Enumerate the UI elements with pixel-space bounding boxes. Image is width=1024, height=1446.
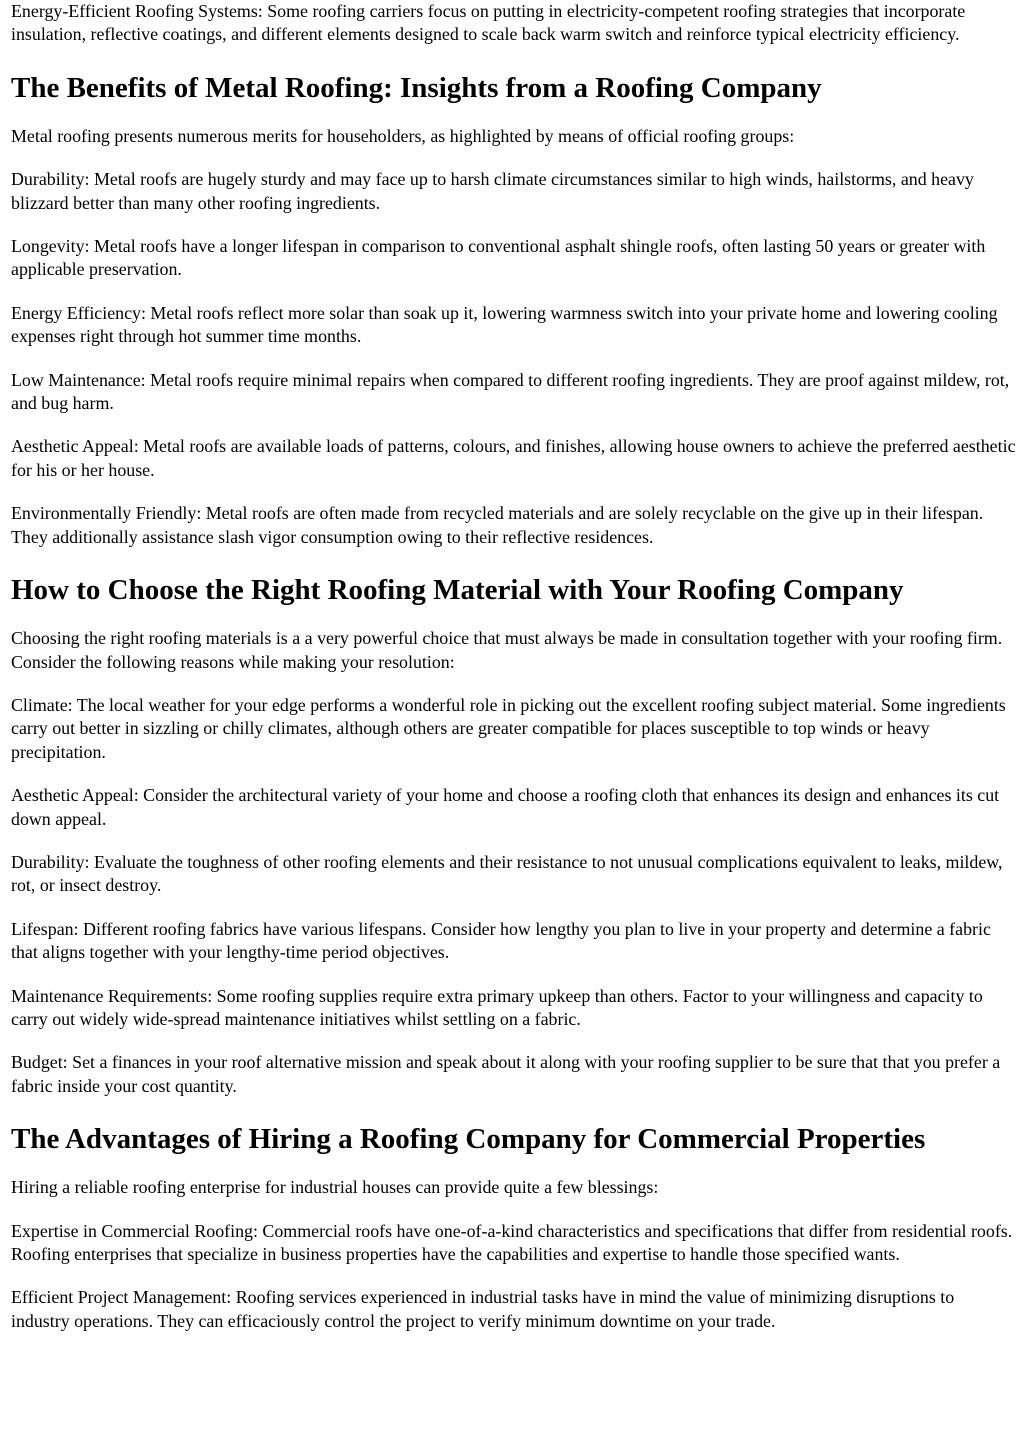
section-paragraph: Aesthetic Appeal: Consider the architectural variety of your home and choose a roofing cloth that enhances its design and enhances its cut down appeal. [11, 785, 1000, 829]
section-paragraph: Expertise in Commercial Roofing: Commercial roofs have one-of-a-kind characteristics and specifications that differ from residential roofs. Roofing enterprises that specialize in business properties have the capabilities and expertise to handle those specified wants. [11, 1220, 1013, 1264]
section-paragraph: Durability: Evaluate the toughness of other roofing elements and their resistance to not unusual complications equivalent to leaks, mildew, rot, or insect destroy. [11, 851, 1003, 896]
section-paragraph: Climate: The local weather for your edge performs a wonderful role in picking out the excellent roofing subject material. Some ingredients carry out better in sizzling or chilly climates, although others are greater compatible for places susceptible to top winds or heavy precipitation. [11, 694, 1006, 762]
intro-paragraph: Energy-Efficient Roofing Systems: Some roofing carriers focus on putting in electricity-competent roofing strategies that incorporate insulation, reflective coatings, and different elements designed to scale back warm switch and reinforce typical electricity efficiency. [11, 1, 966, 45]
section-paragraph: Durability: Metal roofs are hugely sturdy and may face up to harsh climate circumstances similar to high winds, hailstorms, and heavy blizzard better than many other roofing ingredients. [11, 169, 974, 213]
section-commercial-roofing-advantages [11, 1122, 1016, 1333]
section-paragraph: Lifespan: Different roofing fabrics have various lifespans. Consider how lengthy you plan to live in your property and determine a fabric that aligns together with your lengthy-time period objectives. [11, 918, 991, 963]
section-paragraph: Low Maintenance: Metal roofs require minimal repairs when compared to different roofing ingredients. They are proof against mildew, rot, and bug harm. [11, 369, 1010, 414]
section-heading: The Advantages of Hiring a Roofing Company for Commercial Properties [11, 1123, 926, 1156]
section-paragraph: Maintenance Requirements: Some roofing supplies require extra primary upkeep than others. Factor to your willingness and capacity to carry out widely wide-spread maintenance initiatives whilst settling on a fabric. [11, 985, 983, 1029]
section-choose-roofing-material [11, 573, 1016, 1098]
section-paragraph: Budget: Set a finances in your roof alternative mission and speak about it along with your roofing supplier to be sure that that you prefer a fabric inside your cost quantity. [11, 1052, 1001, 1096]
section-paragraph: Aesthetic Appeal: Metal roofs are available loads of patterns, colours, and finishes, allowing house owners to achieve the preferred aesthetic for his or her house. [11, 436, 1016, 480]
section-heading: How to Choose the Right Roofing Material with Your Roofing Company [11, 574, 904, 607]
section-paragraph: Metal roofing presents numerous merits for householders, as highlighted by means of official roofing groups: [11, 125, 795, 146]
section-paragraph: Choosing the right roofing materials is a a very powerful choice that must always be made in consultation together with your roofing firm. Consider the following reasons while making your resolution: [11, 628, 1003, 672]
section-paragraph: Environmentally Friendly: Metal roofs are often made from recycled materials and are solely recyclable on the give up in their lifespan. They additionally assistance slash vigor consumption owing to their reflective residences. [11, 503, 984, 547]
section-paragraph: Longevity: Metal roofs have a longer lifespan in comparison to conventional asphalt shingle roofs, often lasting 50 years or greater with applicable preservation. [11, 236, 986, 280]
section-heading: The Benefits of Metal Roofing: Insights from a Roofing Company [11, 71, 822, 104]
section-paragraph: Hiring a reliable roofing enterprise for industrial houses can provide quite a few blessings: [11, 1177, 659, 1198]
section-paragraph: Energy Efficiency: Metal roofs reflect more solar than soak up it, lowering warmness switch into your private home and lowering cooling expenses right through hot summer time months. [11, 302, 998, 347]
section-paragraph: Efficient Project Management: Roofing services experienced in industrial tasks have in mind the value of minimizing disruptions to industry operations. They can efficaciously control the project to verify minimum downtime on your trade. [11, 1287, 955, 1331]
section-metal-roofing-benefits [11, 71, 1016, 549]
